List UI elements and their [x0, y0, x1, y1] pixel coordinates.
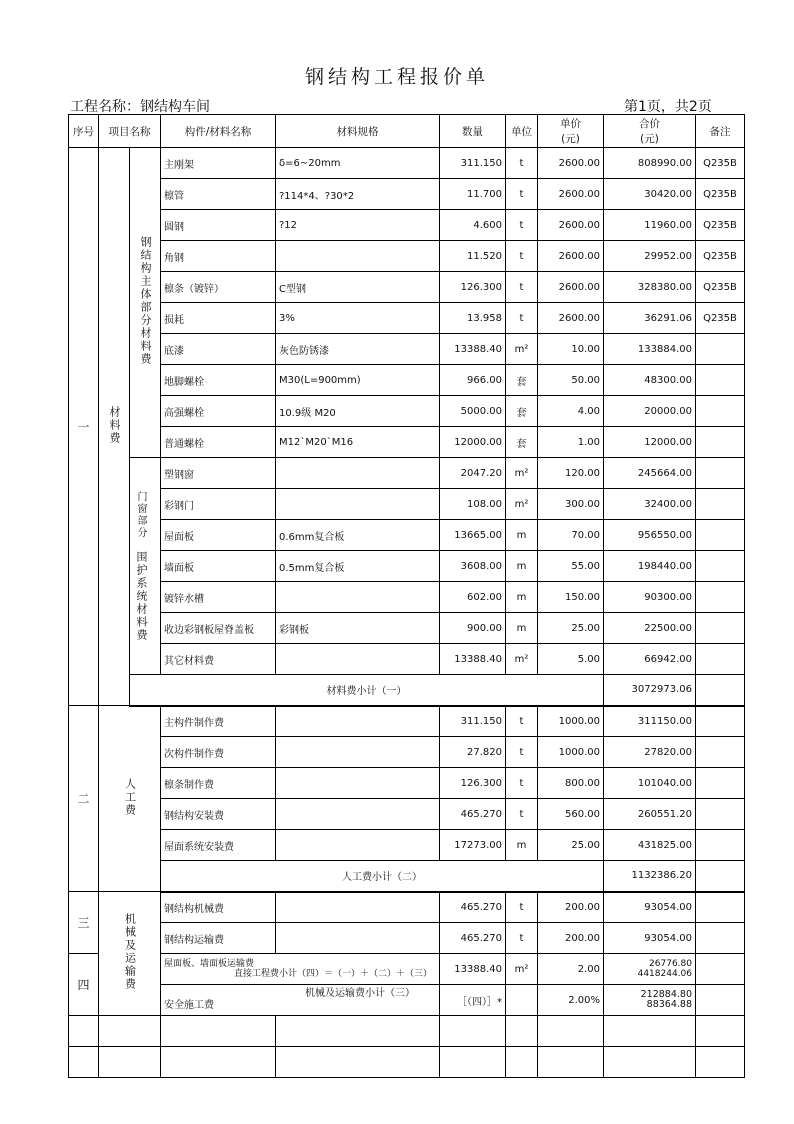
row-roof-total — [604, 954, 696, 985]
row-total: 48300.00 — [604, 365, 696, 396]
row-spec: ?114*4、?30*2 — [276, 179, 440, 210]
row-total: 12000.00 — [604, 427, 696, 458]
row-spec: 0.6mm复合板 — [276, 520, 440, 551]
row-total: 66942.00 — [604, 644, 696, 675]
empty-cell — [276, 1016, 440, 1047]
row-price: 150.00 — [538, 582, 604, 613]
row-unit: m² — [506, 954, 538, 985]
row-price: 2.00 — [538, 954, 604, 985]
empty-cell — [696, 1016, 745, 1047]
row-spec — [276, 892, 440, 923]
row-note — [696, 954, 745, 985]
safety-name: 安全施工费 — [164, 1000, 214, 1011]
row-price: 10.00 — [538, 334, 604, 365]
row-unit: m — [506, 830, 538, 861]
header-total-unit: (元) — [640, 133, 659, 145]
row-name: 钢结构运输费 — [161, 923, 276, 954]
table-row — [69, 830, 745, 861]
row-qty: 2047.20 — [440, 458, 506, 489]
row-spec — [276, 644, 440, 675]
row-note — [696, 985, 745, 1016]
row-name: 檩条（镀锌） — [161, 272, 276, 303]
row-unit: t — [506, 737, 538, 768]
section-1-name-text: 材料费 — [108, 405, 121, 445]
table-row — [69, 148, 745, 179]
row-qty: 3608.00 — [440, 551, 506, 582]
row-qty: 602.00 — [440, 582, 506, 613]
row-qty: 17273.00 — [440, 830, 506, 861]
row-note: Q235B — [696, 272, 745, 303]
row-roof-formula: 直接工程费小计（四）＝（一）＋（二）＋（三） — [234, 969, 433, 979]
row-price: 70.00 — [538, 520, 604, 551]
header-total — [604, 115, 696, 148]
row-price: 1000.00 — [538, 706, 604, 737]
header-price-label: 单价 — [560, 118, 581, 130]
empty-cell — [696, 1047, 745, 1078]
row-total: 311150.00 — [604, 706, 696, 737]
row-total: 32400.00 — [604, 489, 696, 520]
row-name: 彩钢门 — [161, 489, 276, 520]
table-row — [69, 365, 745, 396]
subtotal-3-label: 机械及运输费小计（三） — [305, 988, 415, 999]
row-qty: 465.270 — [440, 799, 506, 830]
table-row — [69, 551, 745, 582]
table-row — [69, 644, 745, 675]
table-row — [69, 582, 745, 613]
section-1-sub1-text: 钢结构主体部分材料费 — [139, 236, 152, 366]
row-unit: m² — [506, 489, 538, 520]
row-note — [696, 830, 745, 861]
row-note — [696, 737, 745, 768]
table-row — [69, 923, 745, 954]
row-qty: 13665.00 — [440, 520, 506, 551]
row-note: Q235B — [696, 303, 745, 334]
row-spec: 10.9级 M20 — [276, 396, 440, 427]
section-3-name — [99, 892, 161, 1016]
row-spec — [276, 799, 440, 830]
row-qty: 11.520 — [440, 241, 506, 272]
empty-cell — [161, 1047, 276, 1078]
row-unit: m² — [506, 458, 538, 489]
row-name: 收边彩钢板屋脊盖板 — [161, 613, 276, 644]
row-note — [696, 520, 745, 551]
row-name: 主构件制作费 — [161, 706, 276, 737]
table-row — [69, 489, 745, 520]
document-title: 钢结构工程报价单 — [304, 66, 489, 88]
row-total: 30420.00 — [604, 179, 696, 210]
section-1-sub2a-text: 门窗部分 — [135, 490, 146, 539]
header-seq: 序号 — [69, 115, 99, 148]
row-qty: 108.00 — [440, 489, 506, 520]
row-unit: m — [506, 551, 538, 582]
row-name: 钢结构安装费 — [161, 799, 276, 830]
row-spec — [276, 458, 440, 489]
row-price: 300.00 — [538, 489, 604, 520]
row-total: 93054.00 — [604, 892, 696, 923]
row-total: 245664.00 — [604, 458, 696, 489]
empty-cell — [440, 1047, 506, 1078]
row-qty: 27.820 — [440, 737, 506, 768]
row-total: 198440.00 — [604, 551, 696, 582]
row-spec — [276, 582, 440, 613]
row-note: Q235B — [696, 210, 745, 241]
row-total: 101040.00 — [604, 768, 696, 799]
section-1-sub1 — [130, 148, 161, 458]
empty-cell — [99, 1016, 161, 1047]
row-spec — [276, 768, 440, 799]
empty-cell — [506, 1016, 538, 1047]
table-row — [69, 334, 745, 365]
table-row — [69, 179, 745, 210]
row-spec: ?12 — [276, 210, 440, 241]
section-2-name — [99, 706, 161, 892]
empty-cell — [604, 1016, 696, 1047]
row-note — [696, 706, 745, 737]
row-total: 20000.00 — [604, 396, 696, 427]
row-note — [696, 334, 745, 365]
row-name: 塑钢窗 — [161, 458, 276, 489]
row-note — [696, 551, 745, 582]
row-price: 5.00 — [538, 644, 604, 675]
empty-cell — [69, 1016, 99, 1047]
table-row — [69, 737, 745, 768]
section-2-no: 二 — [69, 706, 99, 892]
row-total: 93054.00 — [604, 923, 696, 954]
section-1-sub2 — [130, 458, 161, 675]
row-unit: t — [506, 706, 538, 737]
section-3-name-text: 机械及运输费 — [123, 913, 137, 991]
page-info: 第1页，共2页 — [624, 99, 712, 115]
row-unit: m — [506, 613, 538, 644]
empty-cell — [440, 1016, 506, 1047]
empty-cell — [538, 1016, 604, 1047]
row-total: 956550.00 — [604, 520, 696, 551]
row-price: 2600.00 — [538, 272, 604, 303]
row-name: 屋面系统安装费 — [161, 830, 276, 861]
row-total: 260551.20 — [604, 799, 696, 830]
row-note — [696, 892, 745, 923]
quote-table — [68, 114, 745, 1078]
header-price-unit: (元) — [561, 133, 580, 145]
row-roof-total-b: 4418244.06 — [637, 969, 692, 979]
row-unit: 套 — [506, 365, 538, 396]
row-note — [696, 923, 745, 954]
safety-totals — [604, 985, 696, 1016]
row-price: 120.00 — [538, 458, 604, 489]
row-roof-name — [161, 954, 440, 985]
table-row — [69, 892, 745, 923]
empty-cell — [69, 1047, 99, 1078]
row-spec — [276, 737, 440, 768]
row-total: 27820.00 — [604, 737, 696, 768]
section-4-no: 四 — [69, 954, 99, 1016]
row-spec — [276, 706, 440, 737]
table-row — [69, 458, 745, 489]
row-spec: 3% — [276, 303, 440, 334]
row-total: 808990.00 — [604, 148, 696, 179]
table-row — [69, 613, 745, 644]
empty-cell — [99, 1047, 161, 1078]
subtotal-2-label: 人工费小计（二） — [161, 861, 604, 892]
row-unit: 套 — [506, 396, 538, 427]
row-roof-title: 屋面板、墙面板运输费 — [164, 959, 255, 969]
row-qty: 4.600 — [440, 210, 506, 241]
row-price: 2600.00 — [538, 148, 604, 179]
row-unit: m² — [506, 644, 538, 675]
safety-total: 88364.88 — [646, 999, 692, 1010]
row-unit: m² — [506, 334, 538, 365]
row-unit: t — [506, 179, 538, 210]
section-2-name-text: 人工费 — [123, 777, 137, 817]
row-spec: δ=6~20mm — [276, 148, 440, 179]
table-row — [69, 210, 745, 241]
row-unit: t — [506, 923, 538, 954]
row-note — [696, 489, 745, 520]
row-unit: t — [506, 892, 538, 923]
row-total: 328380.00 — [604, 272, 696, 303]
row-spec: C型钢 — [276, 272, 440, 303]
project-name: 工程名称：钢结构车间 — [70, 99, 210, 115]
subtotal-1-total: 3072973.06 — [604, 675, 696, 706]
row-total: 90300.00 — [604, 582, 696, 613]
section-1-sub2b-text: 围护系统材料费 — [135, 550, 148, 642]
header-price — [538, 115, 604, 148]
header-qty: 数量 — [440, 115, 506, 148]
row-name: 高强螺栓 — [161, 396, 276, 427]
empty-cell — [506, 985, 538, 1016]
table-row — [69, 241, 745, 272]
row-name: 圆钢 — [161, 210, 276, 241]
row-spec: M12`M20`M16 — [276, 427, 440, 458]
row-price: 25.00 — [538, 613, 604, 644]
row-name: 钢结构机械费 — [161, 892, 276, 923]
row-name: 底漆 — [161, 334, 276, 365]
subtotal-3-total: 212884.80 — [640, 989, 692, 1000]
row-unit: t — [506, 148, 538, 179]
row-note — [696, 365, 745, 396]
subtotal-1-label: 材料费小计（一） — [130, 675, 604, 706]
table-row — [69, 303, 745, 334]
table-row — [69, 272, 745, 303]
row-name: 角钢 — [161, 241, 276, 272]
header-item: 项目名称 — [99, 115, 161, 148]
row-price: 200.00 — [538, 892, 604, 923]
row-total: 11960.00 — [604, 210, 696, 241]
section-1-name — [99, 148, 130, 706]
row-name: 其它材料费 — [161, 644, 276, 675]
empty-cell — [276, 1047, 440, 1078]
table-row — [69, 396, 745, 427]
row-qty: 465.270 — [440, 923, 506, 954]
subtotal-row — [69, 861, 745, 892]
table-row — [69, 706, 745, 737]
row-note — [696, 427, 745, 458]
row-spec: 灰色防锈漆 — [276, 334, 440, 365]
empty-cell — [604, 1047, 696, 1078]
table-row — [69, 954, 745, 985]
row-price: 200.00 — [538, 923, 604, 954]
row-note — [696, 458, 745, 489]
table-row — [69, 1016, 745, 1047]
row-qty: 465.270 — [440, 892, 506, 923]
row-qty: 11.700 — [440, 179, 506, 210]
row-unit: t — [506, 210, 538, 241]
table-row — [69, 799, 745, 830]
section-1-no: 一 — [69, 148, 99, 706]
row-price: 55.00 — [538, 551, 604, 582]
row-qty: 311.150 — [440, 706, 506, 737]
row-spec: 0.5mm复合板 — [276, 551, 440, 582]
row-spec — [276, 489, 440, 520]
section-3-no: 三 — [69, 892, 99, 954]
header-total-label: 合价 — [639, 118, 660, 130]
row-note: Q235B — [696, 148, 745, 179]
row-unit: t — [506, 799, 538, 830]
row-unit: t — [506, 241, 538, 272]
row-name: 镀锌水槽 — [161, 582, 276, 613]
row-spec: 彩钢板 — [276, 613, 440, 644]
row-qty: 13388.40 — [440, 334, 506, 365]
safety-cell — [161, 985, 440, 1016]
row-total: 36291.06 — [604, 303, 696, 334]
row-name: 檩管 — [161, 179, 276, 210]
row-qty: 13.958 — [440, 303, 506, 334]
row-name: 普通螺栓 — [161, 427, 276, 458]
row-note — [696, 799, 745, 830]
row-price: 4.00 — [538, 396, 604, 427]
empty-cell — [161, 1016, 276, 1047]
row-name: 主刚架 — [161, 148, 276, 179]
row-name: 屋面板 — [161, 520, 276, 551]
row-note — [696, 768, 745, 799]
row-unit: t — [506, 272, 538, 303]
subtotal-2-total: 1132386.20 — [604, 861, 696, 892]
row-price: 800.00 — [538, 768, 604, 799]
row-name: 檩条制作费 — [161, 768, 276, 799]
row-roof-total-a: 26776.80 — [649, 959, 692, 969]
row-unit: m — [506, 520, 538, 551]
row-spec — [276, 241, 440, 272]
header-unit: 单位 — [506, 115, 538, 148]
row-total: 431825.00 — [604, 830, 696, 861]
table-row — [69, 985, 745, 1016]
empty-cell — [696, 861, 745, 892]
row-price: 2600.00 — [538, 210, 604, 241]
row-qty: 126.300 — [440, 272, 506, 303]
safety-formula: ［（四）］* — [440, 985, 506, 1016]
row-spec — [276, 923, 440, 954]
row-spec: M30(L=900mm) — [276, 365, 440, 396]
empty-cell — [696, 675, 745, 706]
row-qty: 5000.00 — [440, 396, 506, 427]
row-price: 2600.00 — [538, 303, 604, 334]
empty-cell — [506, 1047, 538, 1078]
row-qty: 13388.40 — [440, 954, 506, 985]
table-row — [69, 1047, 745, 1078]
table-row — [69, 768, 745, 799]
subtotal-row — [69, 675, 745, 706]
row-total: 133884.00 — [604, 334, 696, 365]
row-qty: 13388.40 — [440, 644, 506, 675]
safety-rate: 2.00% — [538, 985, 604, 1016]
row-price: 25.00 — [538, 830, 604, 861]
row-price: 2600.00 — [538, 241, 604, 272]
row-note — [696, 613, 745, 644]
row-price: 560.00 — [538, 799, 604, 830]
empty-cell — [538, 1047, 604, 1078]
row-unit: 套 — [506, 427, 538, 458]
row-note — [696, 582, 745, 613]
row-name: 损耗 — [161, 303, 276, 334]
row-qty: 311.150 — [440, 148, 506, 179]
header-spec: 材料规格 — [276, 115, 440, 148]
row-note — [696, 644, 745, 675]
header-note: 备注 — [696, 115, 745, 148]
table-row — [69, 427, 745, 458]
row-unit: t — [506, 768, 538, 799]
row-spec — [276, 830, 440, 861]
row-total: 22500.00 — [604, 613, 696, 644]
row-name: 地脚螺栓 — [161, 365, 276, 396]
row-price: 1.00 — [538, 427, 604, 458]
row-name: 墙面板 — [161, 551, 276, 582]
row-qty: 126.300 — [440, 768, 506, 799]
row-price: 2600.00 — [538, 179, 604, 210]
row-unit: m — [506, 582, 538, 613]
header-component: 构件/材料名称 — [161, 115, 276, 148]
row-unit: t — [506, 303, 538, 334]
header-row — [69, 115, 745, 148]
row-price: 50.00 — [538, 365, 604, 396]
row-note — [696, 396, 745, 427]
row-price: 1000.00 — [538, 737, 604, 768]
row-qty: 12000.00 — [440, 427, 506, 458]
row-name: 次构件制作费 — [161, 737, 276, 768]
row-total: 29952.00 — [604, 241, 696, 272]
row-qty: 966.00 — [440, 365, 506, 396]
row-note: Q235B — [696, 241, 745, 272]
row-qty: 900.00 — [440, 613, 506, 644]
table-row — [69, 520, 745, 551]
row-note: Q235B — [696, 179, 745, 210]
